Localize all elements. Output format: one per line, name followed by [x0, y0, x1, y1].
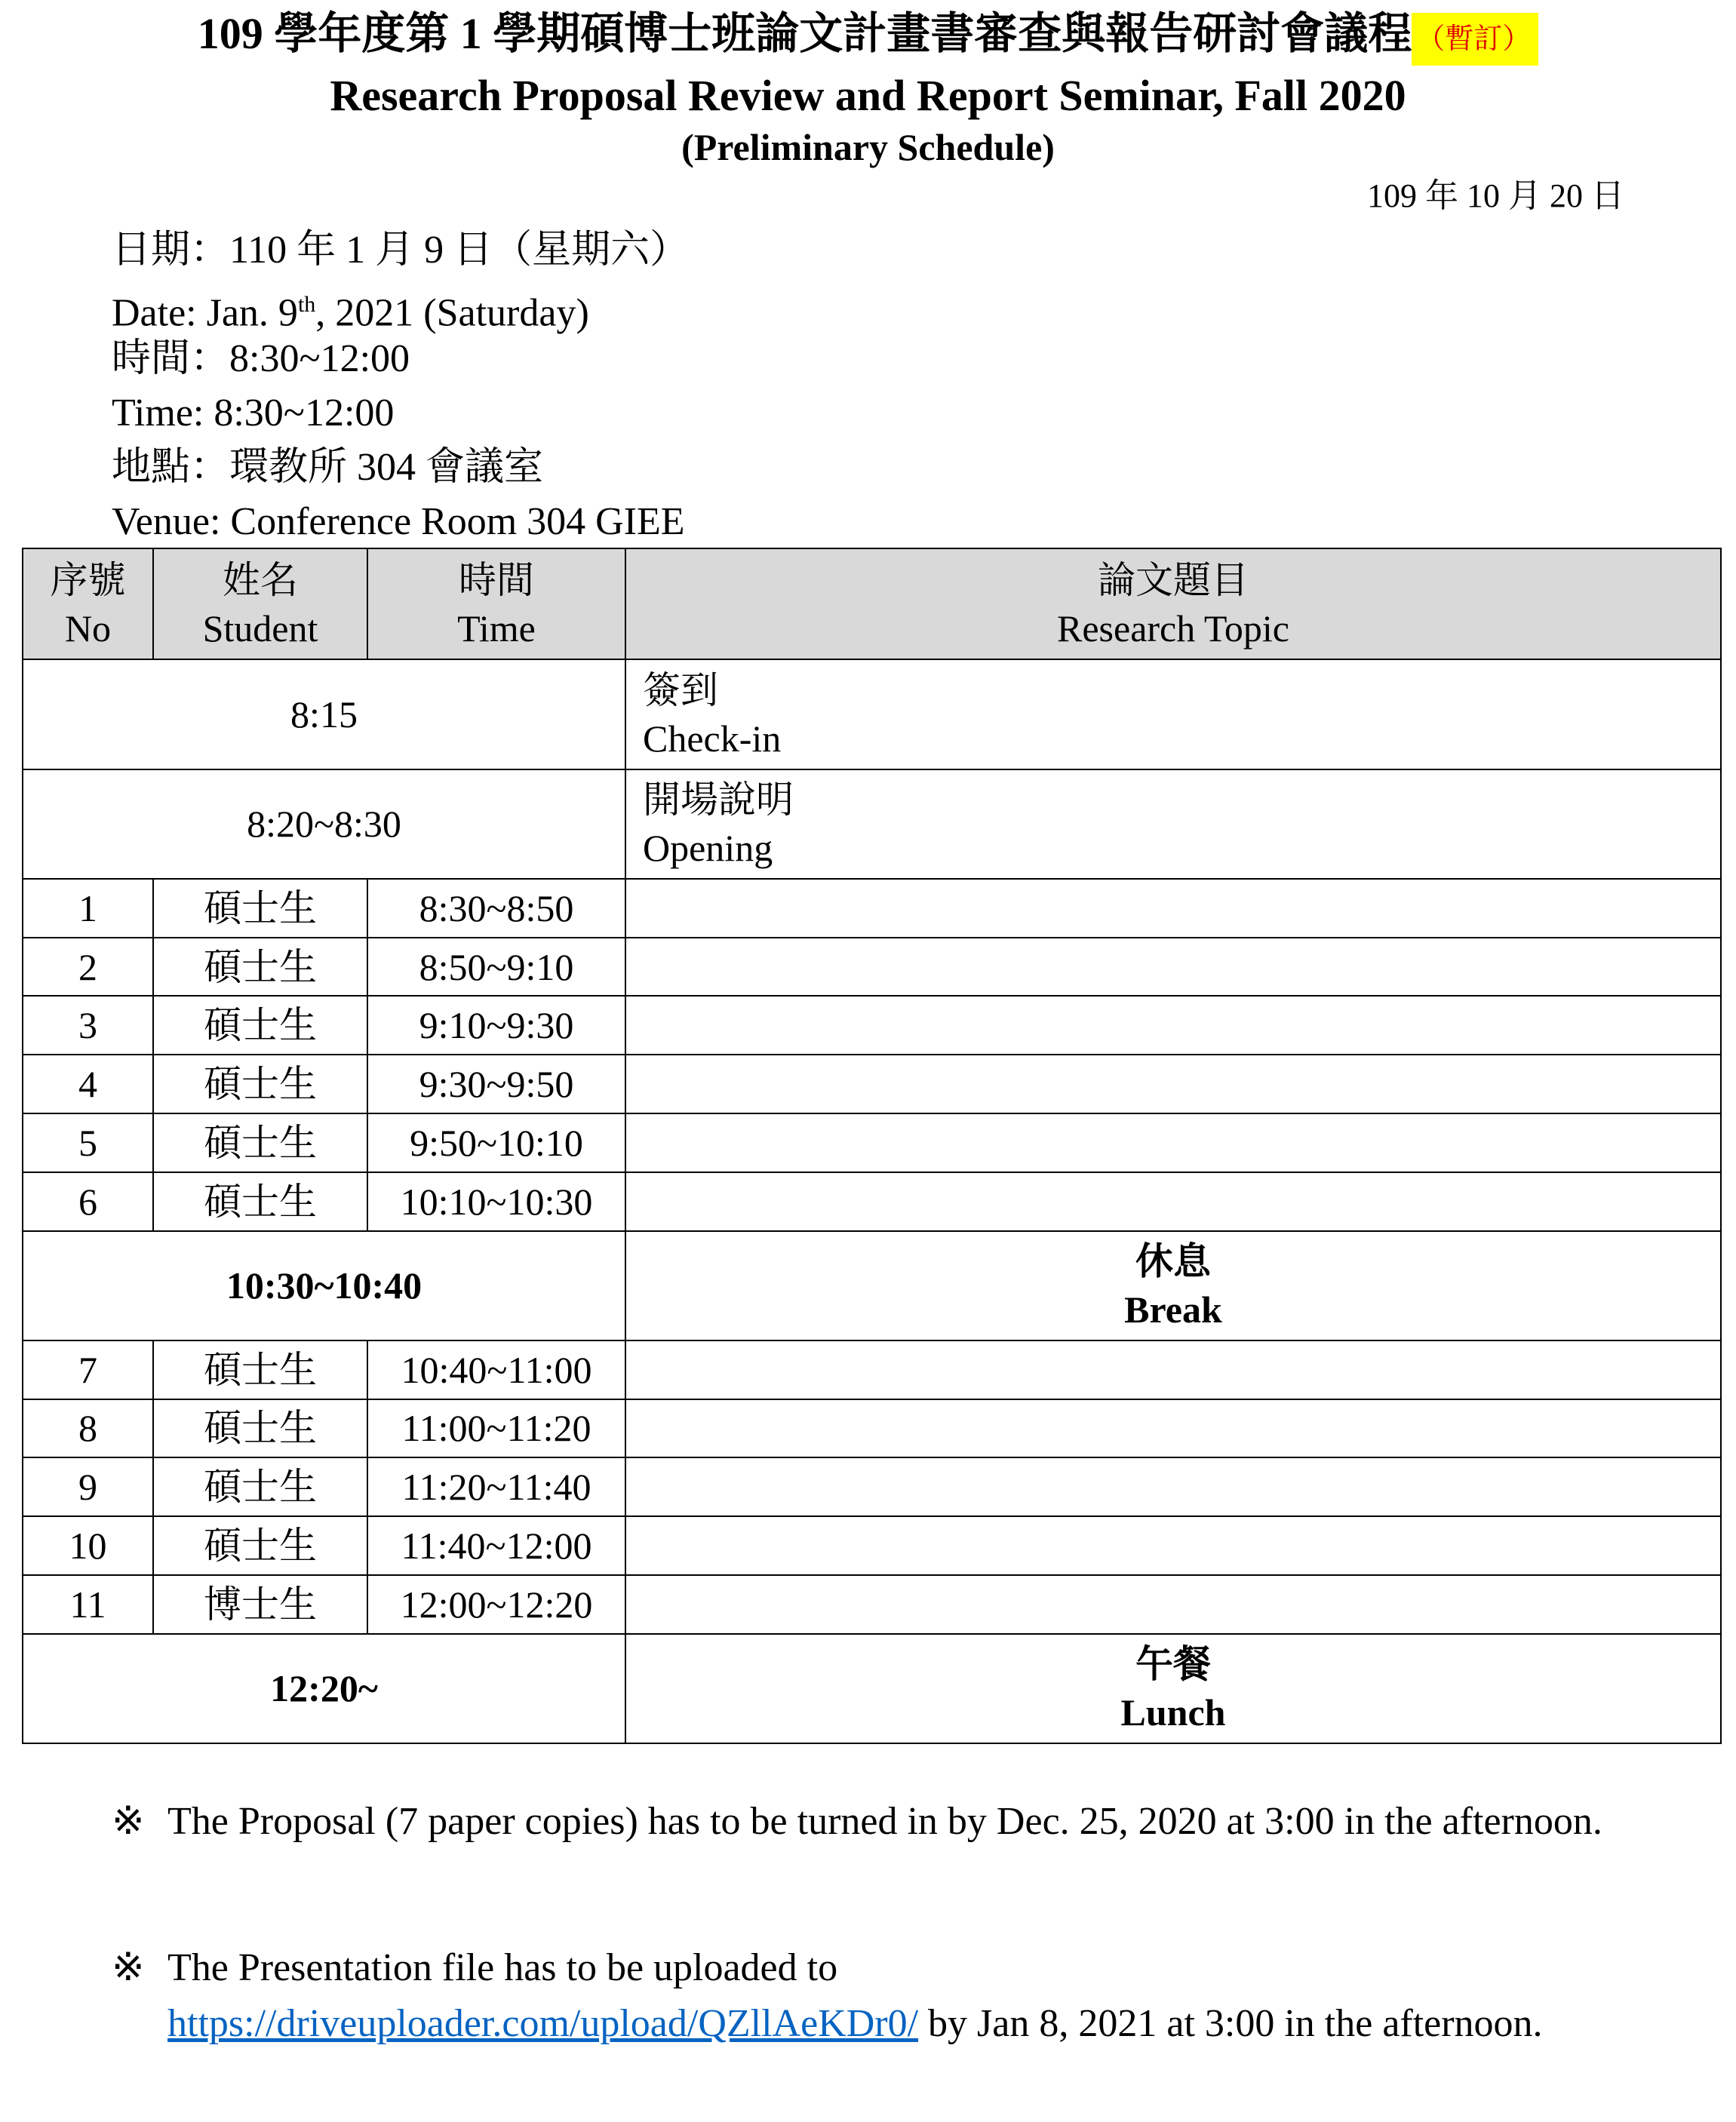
table-row — [23, 938, 1721, 997]
row-no: 5 — [23, 1113, 153, 1172]
header-no — [23, 548, 153, 659]
date-english — [112, 281, 589, 337]
page-title-english: Research Proposal Review and Report Seminar, Fall 2020 — [330, 71, 1406, 120]
header-topic-cn: 論文題目 — [1098, 558, 1249, 601]
checkin-time: 8:15 — [23, 659, 625, 769]
row-time: 9:10~9:30 — [367, 996, 625, 1055]
opening-topic — [625, 769, 1721, 879]
lunch-row — [23, 1634, 1721, 1743]
header-time-cn: 時間 — [459, 558, 534, 601]
row-time: 10:10~10:30 — [367, 1172, 625, 1231]
header-student-cn: 姓名 — [223, 558, 298, 601]
row-topic — [625, 996, 1721, 1055]
date-ordinal-suffix: th — [297, 292, 316, 317]
row-no: 1 — [23, 879, 153, 938]
row-student: 碩士生 — [153, 1340, 367, 1399]
row-no: 7 — [23, 1340, 153, 1399]
row-no: 10 — [23, 1516, 153, 1575]
row-topic — [625, 1113, 1721, 1172]
table-row — [23, 879, 1721, 938]
row-no: 8 — [23, 1399, 153, 1458]
checkin-topic — [625, 659, 1721, 769]
opening-time: 8:20~8:30 — [23, 769, 625, 879]
provisional-tag: （暫訂） — [1412, 13, 1538, 66]
opening-row — [23, 769, 1721, 879]
header-time-en: Time — [457, 607, 536, 649]
date-chinese: 日期：110 年 1 月 9 日（星期六） — [112, 229, 690, 272]
row-time: 11:40~12:00 — [367, 1516, 625, 1575]
row-topic — [625, 879, 1721, 938]
row-no: 11 — [23, 1575, 153, 1634]
reference-mark-icon: ※ — [112, 1946, 145, 1989]
checkin-label-en: Check-in — [643, 717, 782, 760]
row-student: 碩士生 — [153, 938, 367, 997]
lunch-topic — [625, 1634, 1721, 1743]
checkin-label-cn: 簽到 — [643, 668, 718, 711]
schedule-rows-part-a — [23, 879, 1721, 1231]
row-time: 9:50~10:10 — [367, 1113, 625, 1172]
break-row — [23, 1231, 1721, 1340]
row-no: 9 — [23, 1457, 153, 1516]
header-topic-en: Research Topic — [1057, 607, 1289, 649]
header-no-en: No — [64, 607, 112, 649]
header-student-en: Student — [202, 607, 318, 649]
row-no: 4 — [23, 1055, 153, 1113]
time-chinese: 時間：8:30~12:00 — [112, 337, 410, 380]
time-english: Time: 8:30~12:00 — [112, 392, 395, 435]
upload-link[interactable]: https://driveuploader.com/upload/QZllAeKDr0/ — [167, 2002, 919, 2045]
table-row — [23, 1516, 1721, 1575]
break-time: 10:30~10:40 — [23, 1231, 625, 1340]
lunch-label-en: Lunch — [1120, 1691, 1226, 1734]
row-time: 12:00~12:20 — [367, 1575, 625, 1634]
break-label-cn: 休息 — [1135, 1240, 1211, 1283]
note-presentation-prefix: The Presentation file has to be uploaded to — [167, 1946, 838, 1989]
header-topic — [625, 548, 1721, 659]
table-row — [23, 1575, 1721, 1634]
row-student: 博士生 — [153, 1575, 367, 1634]
date-english-suffix: , 2021 (Saturday) — [315, 291, 589, 335]
venue-chinese: 地點：環教所 304 會議室 — [112, 446, 544, 489]
row-time: 8:30~8:50 — [367, 879, 625, 938]
table-row — [23, 996, 1721, 1055]
opening-label-en: Opening — [643, 827, 773, 870]
lunch-time: 12:20~ — [23, 1634, 625, 1743]
row-student: 碩士生 — [153, 996, 367, 1055]
header-time — [367, 548, 625, 659]
row-time: 11:00~11:20 — [367, 1399, 625, 1458]
row-time: 8:50~9:10 — [367, 938, 625, 997]
table-row — [23, 1340, 1721, 1399]
row-student: 碩士生 — [153, 1516, 367, 1575]
break-label-en: Break — [1124, 1288, 1222, 1331]
row-time: 10:40~11:00 — [367, 1340, 625, 1399]
note-presentation — [112, 1940, 1643, 2052]
row-student: 碩士生 — [153, 1055, 367, 1113]
title-chinese-text: 109 學年度第 1 學期碩博士班論文計畫書審查與報告研討會議程 — [197, 9, 1412, 58]
table-row — [23, 1399, 1721, 1458]
row-topic — [625, 1055, 1721, 1113]
table-row — [23, 1113, 1721, 1172]
row-student: 碩士生 — [153, 1113, 367, 1172]
table-header-row — [23, 548, 1721, 659]
row-topic — [625, 1575, 1721, 1634]
note-proposal — [112, 1794, 1643, 1850]
checkin-row — [23, 659, 1721, 769]
header-no-cn: 序號 — [50, 558, 126, 601]
row-student: 碩士生 — [153, 1457, 367, 1516]
schedule-rows-part-b — [23, 1340, 1721, 1634]
table-row — [23, 1457, 1721, 1516]
header-student — [153, 548, 367, 659]
row-time: 9:30~9:50 — [367, 1055, 625, 1113]
venue-english: Venue: Conference Room 304 GIEE — [112, 500, 685, 543]
note-proposal-text: The Proposal (7 paper copies) has to be turned in by Dec. 25, 2020 at 3:00 in the afternoon. — [167, 1800, 1602, 1843]
break-topic — [625, 1231, 1721, 1340]
document-date: 109 年 10 月 20 日 — [1367, 177, 1624, 214]
note-presentation-suffix: by Jan 8, 2021 at 3:00 in the afternoon. — [918, 2002, 1543, 2045]
row-topic — [625, 938, 1721, 997]
date-english-prefix: Date: Jan. 9 — [112, 291, 298, 335]
row-time: 11:20~11:40 — [367, 1457, 625, 1516]
table-row — [23, 1172, 1721, 1231]
opening-label-cn: 開場說明 — [643, 778, 794, 821]
row-topic — [625, 1172, 1721, 1231]
row-topic — [625, 1340, 1721, 1399]
row-no: 2 — [23, 938, 153, 997]
table-row — [23, 1055, 1721, 1113]
row-student: 碩士生 — [153, 1172, 367, 1231]
reference-mark-icon: ※ — [112, 1800, 145, 1843]
row-topic — [625, 1457, 1721, 1516]
lunch-label-cn: 午餐 — [1135, 1643, 1211, 1686]
page-title-chinese — [0, 8, 1736, 66]
page-subtitle: (Preliminary Schedule) — [681, 126, 1055, 168]
row-topic — [625, 1399, 1721, 1458]
row-student: 碩士生 — [153, 1399, 367, 1458]
row-topic — [625, 1516, 1721, 1575]
row-no: 6 — [23, 1172, 153, 1231]
schedule-table — [22, 548, 1722, 1744]
note-presentation-text — [112, 1940, 1643, 2052]
row-no: 3 — [23, 996, 153, 1055]
row-student: 碩士生 — [153, 879, 367, 938]
